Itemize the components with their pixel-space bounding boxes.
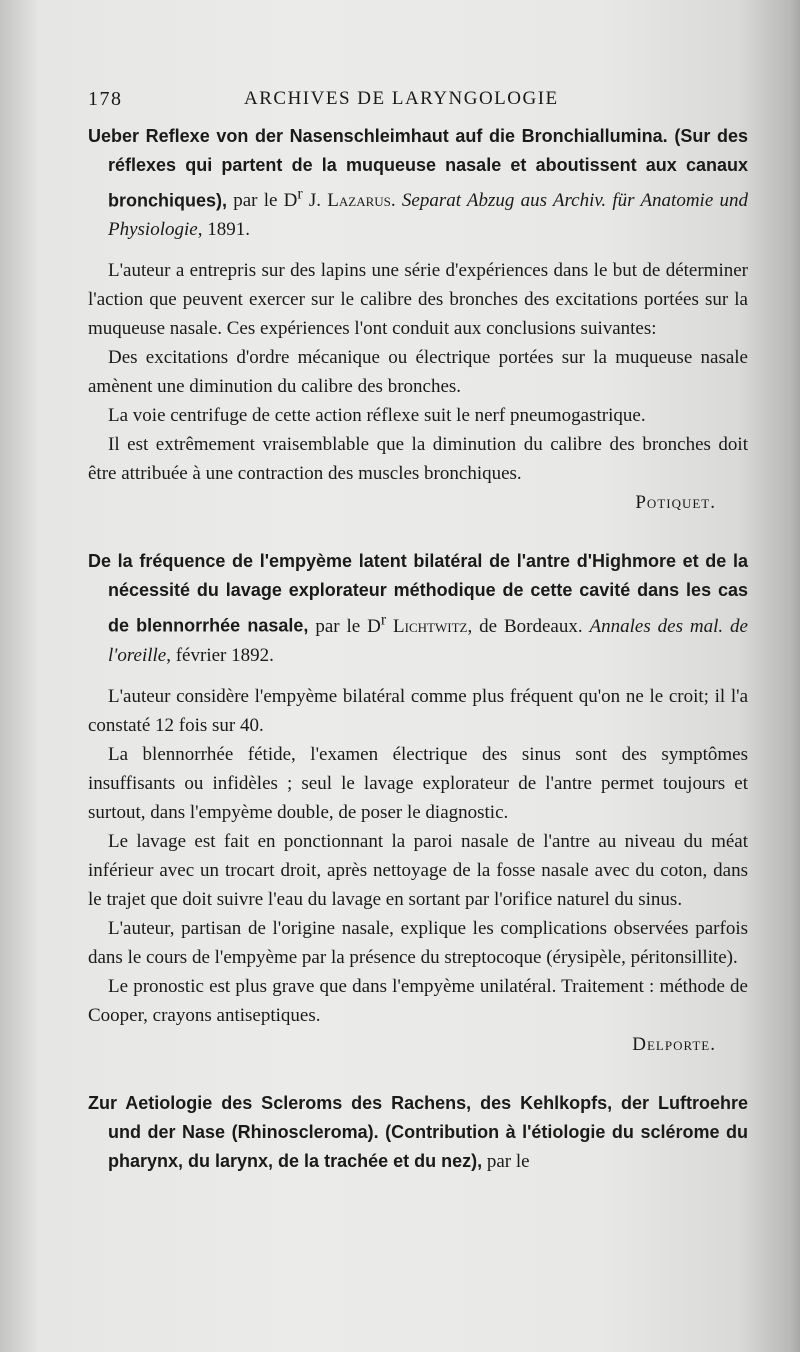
entry-2-paragraph: Le lavage est fait en ponctionnant la paroi nasale de l'antre au niveau du méat inférieur avec un trocart droit, après nettoyage de la fosse nasale avec du coton, dans le trajet que doit suivre l'eau du lavage en sortant par l'orifice naturel du sinus. [88,830,748,910]
entry-2-signature: Delporte. [632,1033,716,1055]
entry-1-paragraph: Il est extrêmement vraisemblable que la diminution du calibre des bronches doit être attribuée à une contraction des muscles bronchiques. [88,434,748,485]
entry-1-title [88,122,748,244]
entry-2-reference: par le $D^r$ Lichtwitz, de Bordeaux. Annales des mal. de l'oreille, février 1892. [108,611,748,666]
entry-2-paragraph: La blennorrhée fétide, l'examen électrique des sinus sont des symptômes insuffisants ou infidèles ; seul le lavage explorateur de l'antre permet toujours et surtout, dans l'empyème double, de poser le diagnostic. [88,743,748,823]
entry-2-paragraph: L'auteur considère l'empyème bilatéral comme plus fréquent qu'on ne le croit; il l'a constaté 12 fois sur 40. [88,685,748,736]
entry-1-source: Separat Abzug aus Archiv. für Anatomie und Physiologie [108,190,748,241]
entry-2-paragraph: Le pronostic est plus grave que dans l'empyème unilatéral. Traitement : méthode de Cooper, crayons antiseptiques. [88,975,748,1026]
entry-2-source: Annales des mal. de l'oreille [108,615,748,666]
entry-1-title-text: Ueber Reflexe von der Nasenschleimhaut auf die Bronchiallumina. (Sur des réflexes qui partent de la muqueuse nasale et aboutissent aux canaux bronchiques), [88,126,748,211]
running-head [88,88,748,122]
entry-3-title-text: Zur Aetiologie des Scleroms des Rachens, des Kehlkopfs, der Luftroehre und der Nase (Rhinoscleroma). (Contribution à l'étiologie du sclérome du pharynx, du larynx, de la trachée et du nez), [88,1092,748,1171]
entry-1-paragraph: La voie centrifuge de cette action réflexe suit le nerf pneumogastrique. [108,405,646,427]
page-number: 178 [88,88,123,110]
entry-2-title-text: De la fréquence de l'empyème latent bilatéral de l'antre d'Highmore et de la nécessité du lavage explorateur méthodique de cette cavité dans les cas de blennorrhée nasale, [88,551,748,636]
entry-1-reference: par le $D^r$ J. Lazarus. Separat Abzug aus Archiv. für Anatomie und Physiologie, 1891. [108,186,748,241]
entry-3-reference: par le [482,1150,530,1172]
entry-1-paragraph: L'auteur a entrepris sur des lapins une série d'expériences dans le but de déterminer l'action que peuvent exercer sur le calibre des bronches des excitations portées sur la muqueuse nasale. Ces expériences l'ont conduit aux conclusions suivantes: [88,260,748,340]
entry-2-title [88,547,748,669]
entry-3-title [88,1089,748,1176]
entry-1-author: Lazarus [327,190,391,212]
entry-2-paragraph: L'auteur, partisan de l'origine nasale, explique les complications observées parfois dans le cours de l'empyème par la présence du streptocoque (érysipèle, péritonsillite). [88,917,748,968]
entry-1-signature: Potiquet. [635,492,716,514]
journal-title: ARCHIVES DE LARYNGOLOGIE [244,88,559,109]
entry-2-author: Lichtwitz [393,615,468,637]
entry-1-paragraph: Des excitations d'ordre mécanique ou électrique portées sur la muqueuse nasale amènent une diminution du calibre des bronches. [88,347,748,398]
